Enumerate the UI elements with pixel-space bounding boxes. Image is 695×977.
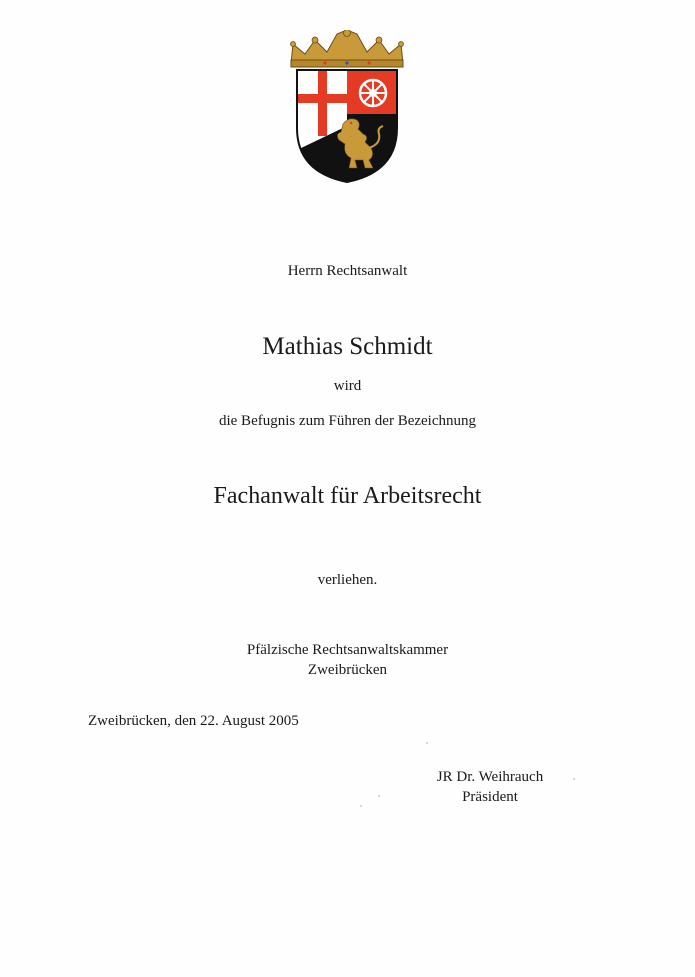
scan-speck: [378, 795, 380, 797]
signatory-role: Präsident: [462, 789, 518, 805]
recipient-name: Mathias Schmidt: [262, 333, 433, 360]
designation-title: Fachanwalt für Arbeitsrecht: [213, 483, 482, 509]
signature-block: [410, 767, 570, 807]
coat-of-arms-icon: [285, 30, 410, 185]
issuer-city: Zweibrücken: [307, 662, 388, 678]
crown-icon: [291, 30, 404, 67]
granted-text: verliehen.: [317, 572, 378, 588]
authorization-text: die Befugnis zum Führen der Bezeichnung: [218, 413, 476, 429]
issuer-name: Pfälzische Rechtsanwaltskammer: [246, 642, 449, 658]
scan-speck: [360, 805, 362, 807]
place-date: Zweibrücken, den 22. August 2005: [88, 713, 299, 729]
wheel-icon: [360, 80, 386, 106]
signatory-name: JR Dr. Weihrauch: [436, 769, 544, 785]
salutation: Herrn Rechtsanwalt: [287, 263, 408, 279]
scan-speck: [426, 742, 428, 744]
scan-speck: [573, 778, 575, 780]
verb-text: wird: [333, 378, 362, 394]
issuer-block: [0, 640, 695, 680]
